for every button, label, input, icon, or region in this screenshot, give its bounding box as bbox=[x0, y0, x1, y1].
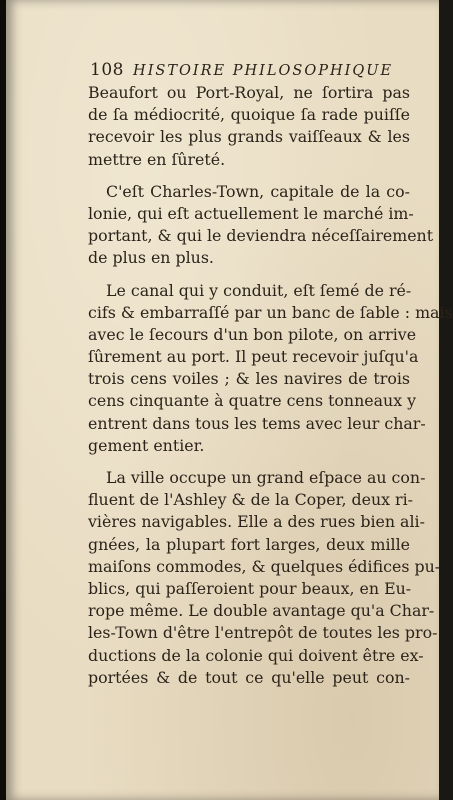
text-line: portées & de tout ce qu'elle peut con- bbox=[88, 667, 410, 687]
text-line: La ville occupe un grand eſpace au con- bbox=[106, 468, 426, 487]
body-text bbox=[88, 82, 453, 689]
running-title: HISTOIRE PHILOSOPHIQUE bbox=[133, 63, 394, 79]
text-line: mettre en ſûreté. bbox=[88, 149, 226, 169]
paragraph-1 bbox=[88, 82, 410, 171]
text-line: ductions de la colonie qui doivent être ex- bbox=[88, 645, 424, 665]
text-line: de plus en plus. bbox=[88, 248, 214, 268]
paragraph-spacer bbox=[88, 171, 410, 181]
paragraph-spacer bbox=[88, 457, 410, 467]
text-line: Le canal qui y conduit, eſt ſemé de ré- bbox=[106, 280, 412, 300]
text-line: trois cens voiles ; & les navires de trois bbox=[88, 369, 410, 389]
text-line: les-Town d'être l'entrepôt de toutes les pro- bbox=[88, 623, 438, 643]
page-header bbox=[90, 60, 394, 84]
text-line: gnées, la plupart fort larges, deux mille bbox=[88, 534, 410, 554]
paragraph-spacer bbox=[88, 270, 410, 280]
paragraph-2 bbox=[88, 181, 434, 270]
paragraph-4 bbox=[88, 467, 441, 689]
text-line: gement entier. bbox=[88, 435, 205, 455]
paragraph-3 bbox=[88, 280, 453, 458]
text-line: avec le ſecours d'un bon pilote, on arrive bbox=[88, 324, 417, 344]
text-line: Beaufort ou Port-Royal, ne ſortira pas bbox=[88, 83, 410, 102]
text-line: entrent dans tous les tems avec leur char- bbox=[88, 413, 426, 433]
text-line: fluent de l'Ashley & de la Coper, deux ri- bbox=[88, 490, 413, 510]
text-line: lonie, qui eſt actuellement le marché im- bbox=[88, 203, 414, 223]
text-line: de ſa médiocrité, quoique ſa rade puiſſe bbox=[88, 105, 410, 125]
text-line: recevoir les plus grands vaiſſeaux & les bbox=[88, 127, 410, 147]
text-line: portant, & qui le deviendra néceſſairement bbox=[88, 226, 434, 246]
text-line: C'eſt Charles-Town, capitale de la co- bbox=[106, 181, 410, 201]
text-line: ſûrement au port. Il peut recevoir juſqu'a bbox=[88, 347, 419, 367]
text-line: cens cinquante à quatre cens tonneaux y bbox=[88, 391, 417, 411]
text-line: blics, qui paſſeroient pour beaux, en Eu- bbox=[88, 578, 412, 598]
page-number: 108 bbox=[90, 60, 124, 80]
text-line: vières navigables. Elle a des rues bien ali- bbox=[88, 512, 425, 532]
text-line: maiſons commodes, & quelques édifices pu- bbox=[88, 556, 441, 576]
text-line: rope même. Le double avantage qu'a Char- bbox=[88, 601, 435, 621]
text-line: cifs & embarraſſé par un banc de ſable : mais bbox=[88, 302, 453, 322]
